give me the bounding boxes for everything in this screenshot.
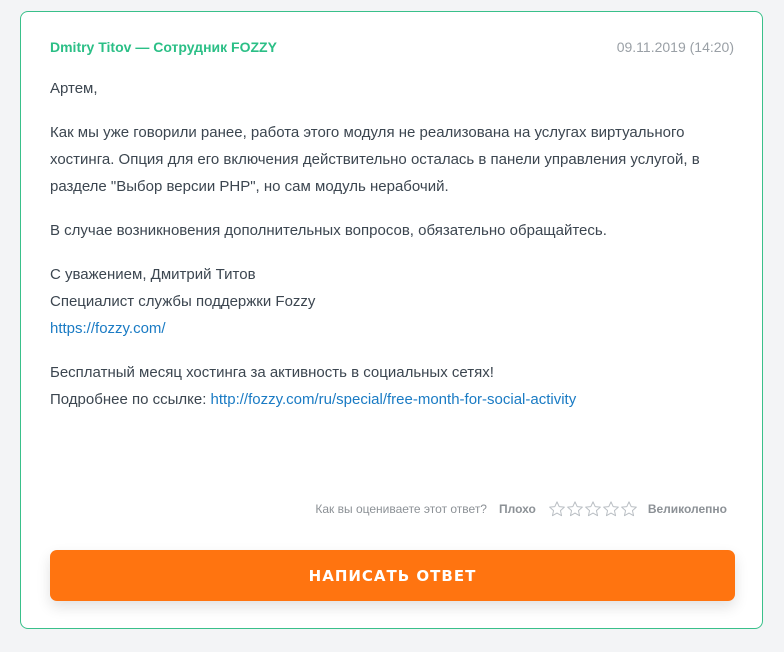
star-icon[interactable] bbox=[620, 500, 638, 518]
rating-stars bbox=[548, 500, 638, 518]
promo-prefix: Подробнее по ссылке: bbox=[50, 391, 207, 408]
message-greeting: Артем, bbox=[50, 80, 98, 97]
rating-question: Как вы оцениваете этот ответ? bbox=[315, 502, 487, 516]
answer-rating bbox=[315, 498, 727, 520]
message-author: Dmitry Titov — Сотрудник FOZZY bbox=[50, 39, 277, 55]
promo-title: Бесплатный месяц хостинга за активность в социальных сетях! bbox=[50, 364, 494, 381]
write-reply-button[interactable]: НАПИСАТЬ ОТВЕТ bbox=[50, 550, 735, 601]
message-promo bbox=[50, 359, 740, 413]
message-paragraph: Как мы уже говорили ранее, работа этого модуля не реализована на услугах виртуального хостинга. Опция для его включения действительно осталась в панели управления услугой, в разделе "Выбор версии PHP", но сам модуль нерабочий. bbox=[50, 124, 700, 195]
star-icon[interactable] bbox=[548, 500, 566, 518]
star-icon[interactable] bbox=[602, 500, 620, 518]
rating-low-label: Плохо bbox=[498, 502, 536, 516]
message-body bbox=[50, 75, 740, 430]
signature-site-link[interactable]: https://fozzy.com/ bbox=[50, 320, 166, 337]
message-signature bbox=[50, 261, 740, 342]
message-paragraph: В случае возникновения дополнительных вопросов, обязательно обращайтесь. bbox=[50, 222, 607, 239]
message-datetime: 09.11.2019 (14:20) bbox=[616, 39, 734, 55]
rating-high-label: Великолепно bbox=[647, 502, 727, 516]
signature-position: Специалист службы поддержки Fozzy bbox=[50, 293, 316, 310]
signature-regards: С уважением, Дмитрий Титов bbox=[50, 266, 256, 283]
promo-link[interactable]: http://fozzy.com/ru/special/free-month-for-social-activity bbox=[210, 391, 577, 408]
message-header bbox=[50, 39, 734, 59]
star-icon[interactable] bbox=[566, 500, 584, 518]
ticket-message-card bbox=[20, 11, 763, 629]
star-icon[interactable] bbox=[584, 500, 602, 518]
